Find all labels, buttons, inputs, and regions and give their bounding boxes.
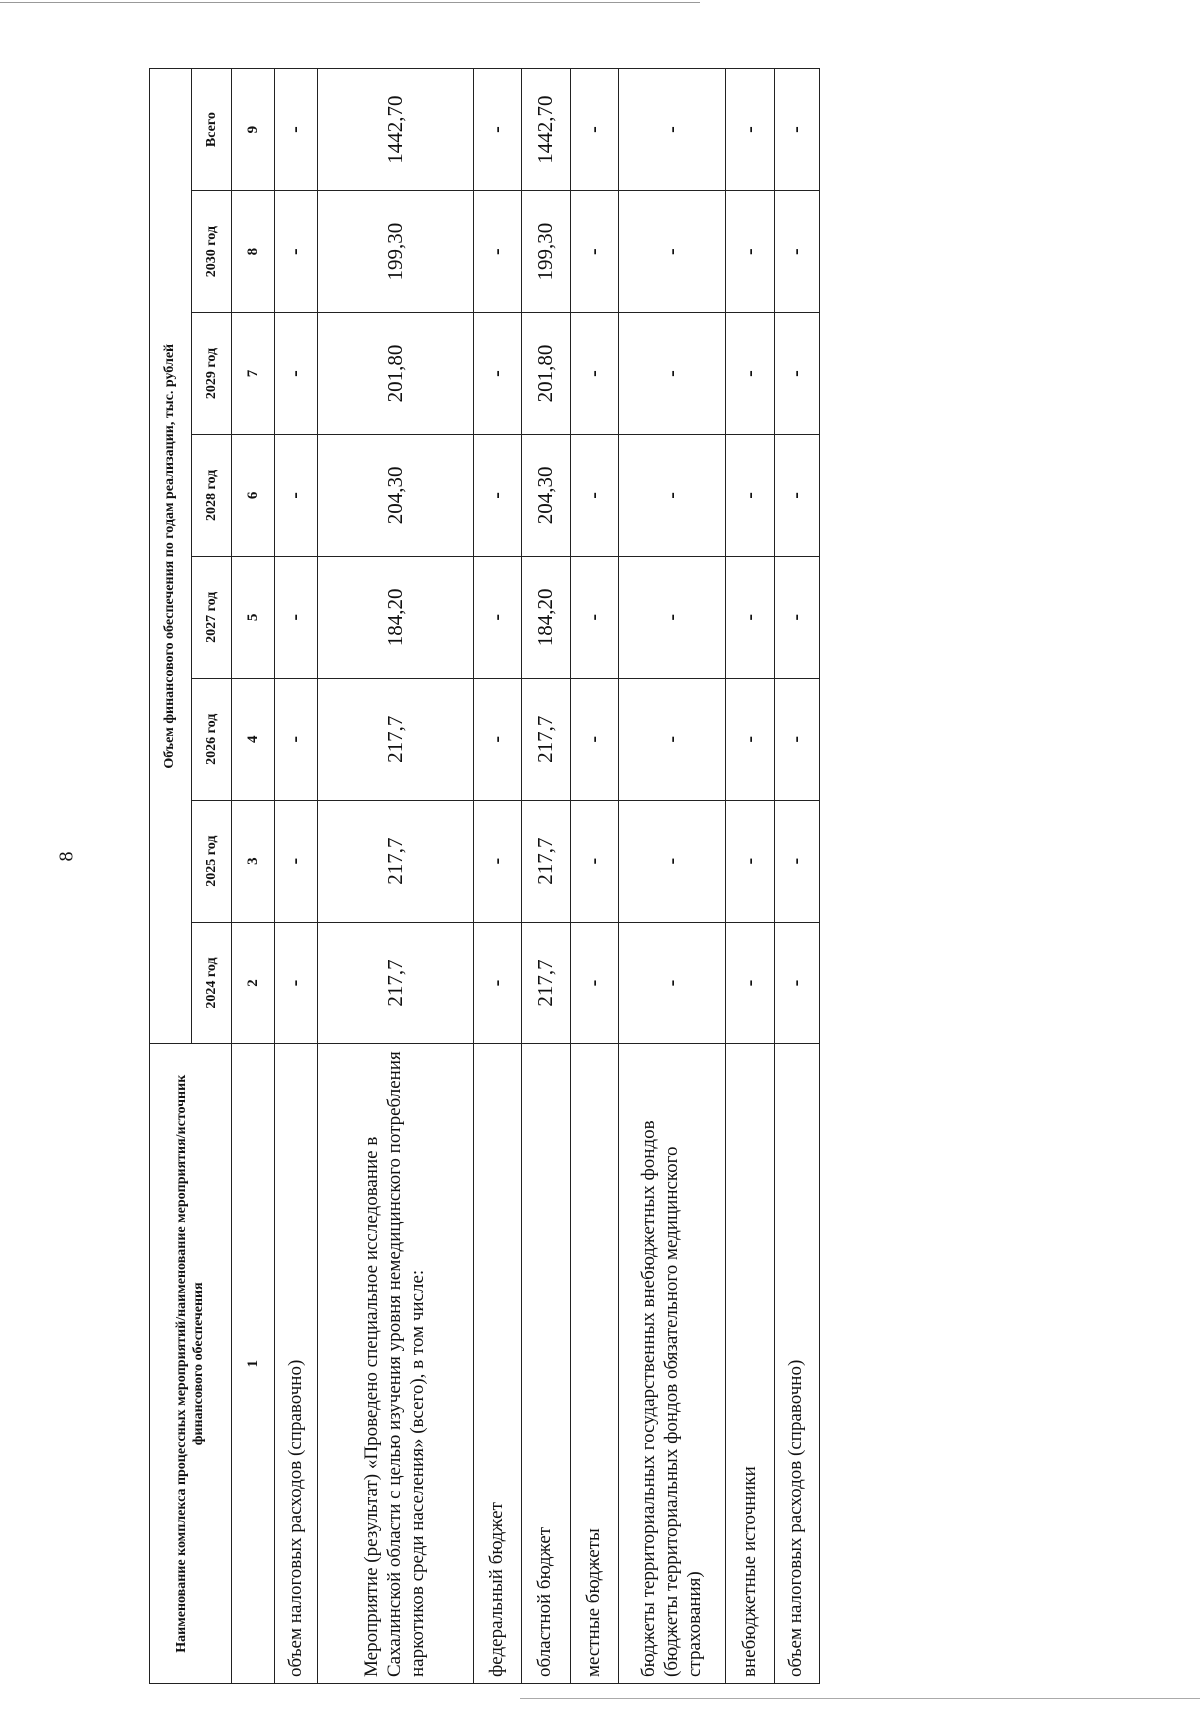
page-number: 8 <box>55 851 78 862</box>
value-cell: - <box>570 922 618 1044</box>
value-cell: - <box>275 922 318 1044</box>
value-cell: 201,80 <box>317 313 473 435</box>
value-cell: - <box>774 434 819 556</box>
rotated-table-frame <box>149 68 820 1684</box>
value-cell: - <box>570 434 618 556</box>
header-volume-cell: Объем финансового обеспечения по годам реализации, тыс. рублей <box>150 69 192 1045</box>
value-cell: - <box>570 556 618 678</box>
value-cell: - <box>275 800 318 922</box>
column-number: 4 <box>232 678 275 800</box>
value-cell: - <box>774 800 819 922</box>
table-row <box>774 69 819 1684</box>
value-cell: 204,30 <box>522 434 570 556</box>
value-cell: 217,7 <box>317 800 473 922</box>
scan-edge-bottom <box>520 1698 1200 1699</box>
value-cell: - <box>570 800 618 922</box>
value-cell: - <box>726 800 774 922</box>
row-name-cell: бюджеты территориальных государственных внебюджетных фондов (бюджеты территориальных фондов обязательного медицинского страхования) <box>618 1044 725 1684</box>
value-cell: - <box>618 922 725 1044</box>
year-header: 2024 год <box>192 922 232 1044</box>
value-cell: - <box>618 69 725 191</box>
year-header: 2026 год <box>192 678 232 800</box>
value-cell: - <box>570 69 618 191</box>
value-cell: - <box>473 556 521 678</box>
value-cell: - <box>618 556 725 678</box>
value-cell: - <box>618 191 725 313</box>
value-cell: - <box>473 69 521 191</box>
value-cell: - <box>726 922 774 1044</box>
row-name-cell: внебюджетные источники <box>726 1044 774 1684</box>
value-cell: 201,80 <box>522 313 570 435</box>
year-header: 2025 год <box>192 800 232 922</box>
column-number: 3 <box>232 800 275 922</box>
column-number: 8 <box>232 191 275 313</box>
table-row <box>473 69 521 1684</box>
value-cell: - <box>774 313 819 435</box>
value-cell: - <box>275 556 318 678</box>
row-name-cell: федеральный бюджет <box>473 1044 521 1684</box>
value-cell: - <box>570 313 618 435</box>
column-number: 5 <box>232 556 275 678</box>
column-number: 6 <box>232 434 275 556</box>
value-cell: 199,30 <box>522 191 570 313</box>
value-cell: - <box>618 800 725 922</box>
total-header: Всего <box>192 69 232 191</box>
value-cell: 1442,70 <box>522 69 570 191</box>
table-body <box>275 69 820 1684</box>
value-cell: - <box>726 556 774 678</box>
value-cell: - <box>275 678 318 800</box>
table-row <box>317 69 473 1684</box>
table-row <box>618 69 725 1684</box>
row-name-cell: областной бюджет <box>522 1044 570 1684</box>
value-cell: - <box>570 678 618 800</box>
column-number: 1 <box>232 1044 275 1684</box>
value-cell: - <box>726 434 774 556</box>
value-cell: - <box>473 678 521 800</box>
value-cell: - <box>774 556 819 678</box>
value-cell: 204,30 <box>317 434 473 556</box>
header-name-cell: Наименование комплекса процессных мероприятий/наименование мероприятия/источник финансового обеспечения <box>150 1044 232 1684</box>
value-cell: - <box>618 678 725 800</box>
value-cell: - <box>473 313 521 435</box>
value-cell: - <box>618 313 725 435</box>
value-cell: 217,7 <box>317 678 473 800</box>
row-name-cell: местные бюджеты <box>570 1044 618 1684</box>
value-cell: - <box>275 313 318 435</box>
value-cell: - <box>473 922 521 1044</box>
table-row <box>726 69 774 1684</box>
table-canvas <box>149 68 820 1684</box>
column-number: 7 <box>232 313 275 435</box>
table-row <box>275 69 318 1684</box>
value-cell: - <box>473 434 521 556</box>
row-name-cell: объем налоговых расходов (справочно) <box>275 1044 318 1684</box>
value-cell: - <box>726 69 774 191</box>
column-number: 2 <box>232 922 275 1044</box>
row-name-cell: объем налоговых расходов (справочно) <box>774 1044 819 1684</box>
value-cell: 217,7 <box>522 922 570 1044</box>
value-cell: 1442,70 <box>317 69 473 191</box>
value-cell: 217,7 <box>317 922 473 1044</box>
table-row <box>522 69 570 1684</box>
value-cell: - <box>726 191 774 313</box>
value-cell: - <box>774 678 819 800</box>
value-cell: 184,20 <box>522 556 570 678</box>
year-header: 2029 год <box>192 313 232 435</box>
value-cell: - <box>473 191 521 313</box>
financing-table <box>149 68 820 1684</box>
value-cell: - <box>726 678 774 800</box>
value-cell: - <box>275 191 318 313</box>
row-name-cell: Мероприятие (результат) «Проведено специальное исследование в Сахалинской области с целью изучения уровня немедицинского потребления наркотиков среди населения» (всего), в том числе: <box>317 1044 473 1684</box>
column-number: 9 <box>232 69 275 191</box>
value-cell: 217,7 <box>522 800 570 922</box>
value-cell: - <box>570 191 618 313</box>
year-header: 2030 год <box>192 191 232 313</box>
value-cell: - <box>473 800 521 922</box>
value-cell: - <box>275 434 318 556</box>
value-cell: - <box>774 922 819 1044</box>
value-cell: 199,30 <box>317 191 473 313</box>
value-cell: - <box>275 69 318 191</box>
value-cell: - <box>774 191 819 313</box>
table-row <box>570 69 618 1684</box>
year-header: 2028 год <box>192 434 232 556</box>
value-cell: 184,20 <box>317 556 473 678</box>
value-cell: - <box>726 313 774 435</box>
value-cell: - <box>774 69 819 191</box>
year-header: 2027 год <box>192 556 232 678</box>
value-cell: - <box>618 434 725 556</box>
value-cell: 217,7 <box>522 678 570 800</box>
scan-edge-top <box>0 2 700 3</box>
